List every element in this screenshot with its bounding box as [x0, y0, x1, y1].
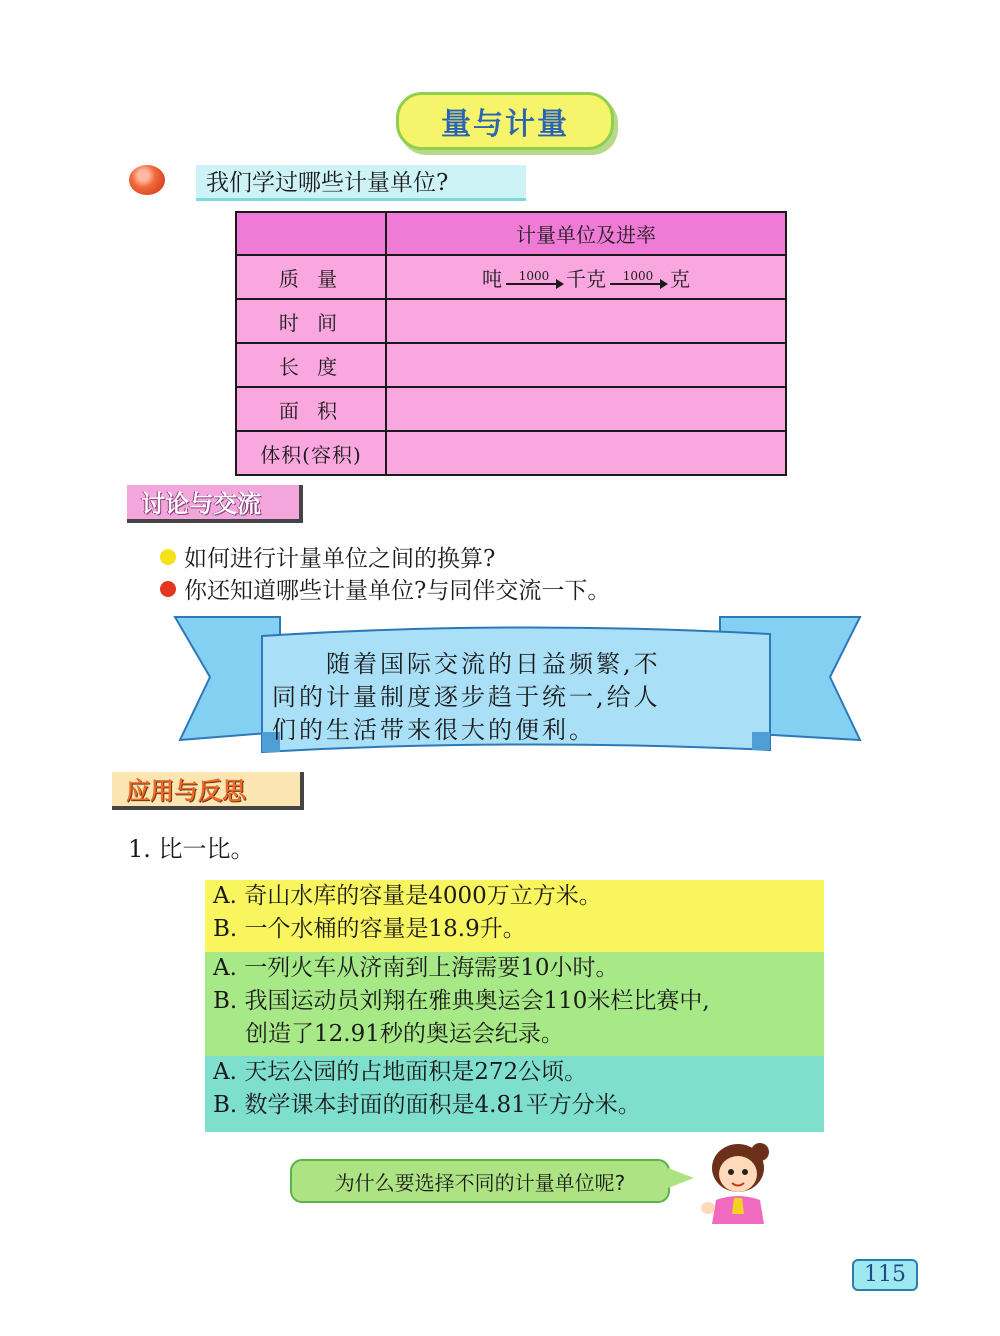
units-table: [235, 211, 787, 476]
comparison-box: [205, 952, 824, 1056]
list-item: [160, 572, 610, 605]
conversion-arrow: [608, 270, 668, 285]
table-header-cell: 计量单位及进率: [386, 212, 786, 255]
comparison-line: 创造了12.91秒的奥运会纪录。: [245, 1021, 564, 1047]
ribbon-line: 同的计量制度逐步趋于统一,给人: [272, 683, 661, 711]
units-cell: [386, 299, 786, 343]
page-number: 115: [852, 1259, 918, 1291]
quantity-cell: 时 间: [236, 299, 386, 343]
table-row: [236, 387, 786, 431]
arrow-right-icon: [610, 283, 666, 285]
arrow-right-icon: [506, 283, 562, 285]
unit-label: 克: [670, 266, 690, 291]
comparison-line: A. 一列火车从济南到上海需要10小时。: [213, 955, 619, 981]
table-header-cell: [236, 212, 386, 255]
comparison-line: B. 我国运动员刘翔在雅典奥运会110米栏比赛中,: [213, 988, 710, 1014]
apply-section-tab: 应用与反思: [112, 772, 304, 810]
table-row: [236, 299, 786, 343]
yellow-dot-icon: [160, 549, 176, 565]
bullet-text: 你还知道哪些计量单位?与同伴交流一下。: [184, 578, 611, 604]
comparison-line: B. 数学课本封面的面积是4.81平方分米。: [213, 1092, 641, 1118]
units-cell: [386, 387, 786, 431]
comparison-line: A. 天坛公园的占地面积是272公顷。: [213, 1059, 588, 1085]
conversion-rate: 1000: [622, 268, 654, 283]
comparison-line: B. 一个水桶的容量是18.9升。: [213, 916, 526, 942]
ribbon-text: [272, 648, 752, 747]
table-header-row: [236, 212, 786, 255]
list-item: [160, 540, 495, 573]
exercise-title: 1. 比一比。: [128, 835, 255, 863]
comparison-box: [205, 880, 824, 952]
units-cell: [386, 255, 786, 299]
conversion-arrow: [504, 270, 564, 285]
bullet-text: 如何进行计量单位之间的换算?: [184, 546, 496, 572]
units-cell: [386, 431, 786, 475]
comparison-box: [205, 1056, 824, 1132]
speech-tail: [668, 1168, 694, 1188]
girl-character-icon: [698, 1138, 778, 1224]
unit-label: 吨: [482, 266, 502, 291]
discuss-section-tab: 讨论与交流: [127, 485, 303, 523]
table-row: [236, 343, 786, 387]
question-banner: 我们学过哪些计量单位?: [196, 165, 526, 201]
table-row: [236, 431, 786, 475]
quantity-cell: 质 量: [236, 255, 386, 299]
units-cell: [386, 343, 786, 387]
unit-label: 千克: [566, 266, 606, 291]
ribbon-line: 随着国际交流的日益频繁,不: [272, 650, 661, 678]
ball-bullet-icon: [129, 165, 165, 195]
quantity-cell: 长 度: [236, 343, 386, 387]
unit-conversion-chain: [482, 263, 690, 292]
quantity-cell: 面 积: [236, 387, 386, 431]
conversion-rate: 1000: [518, 268, 550, 283]
table-row: [236, 255, 786, 299]
comparison-line: A. 奇山水库的容量是4000万立方米。: [213, 883, 602, 909]
quantity-cell: 体积(容积): [236, 431, 386, 475]
speech-bubble: 为什么要选择不同的计量单位呢?: [290, 1159, 670, 1203]
page-title: 量与计量: [396, 92, 614, 150]
red-dot-icon: [160, 581, 176, 597]
ribbon-line: 们的生活带来很大的便利。: [272, 716, 596, 744]
